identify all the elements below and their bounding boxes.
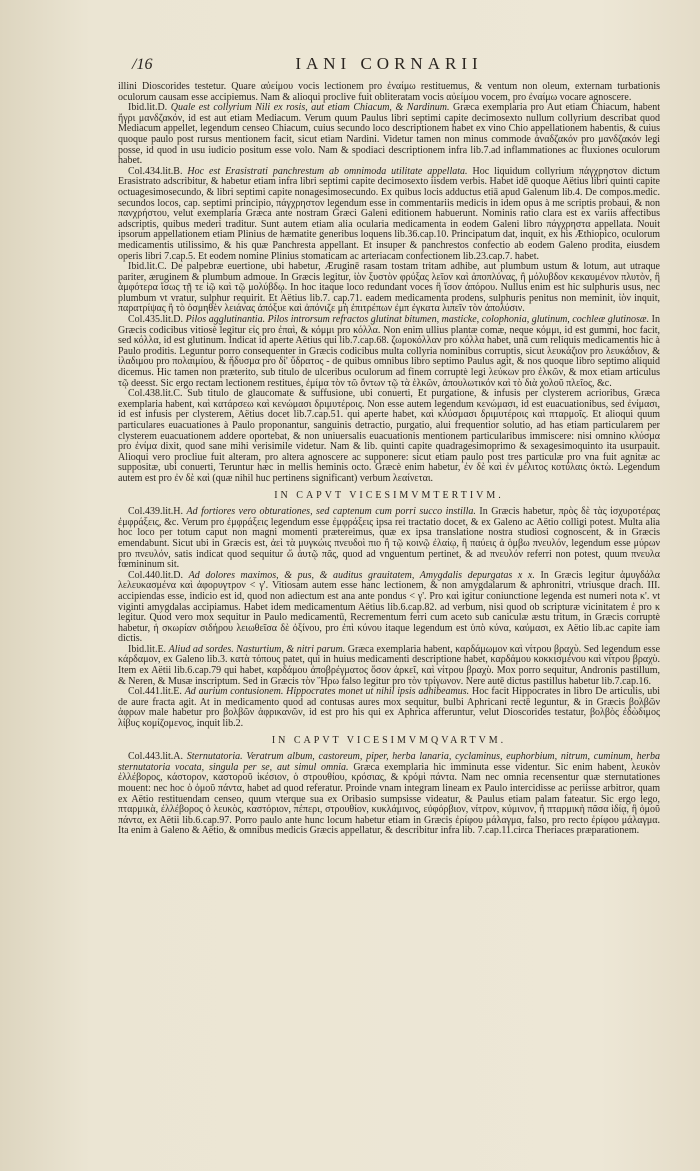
- lemma-quote: Pilos agglutinantia. Pilos introrsum refractos glutinat bitumen, masticke, colophonia, glutinum, cochleæ glutinosæ.: [185, 314, 650, 326]
- commentary-text: In Græcis habetur, πρὸς δὲ τὰς ἰσχυροτέρας ἐμφράξεις, &c. Verum pro ἐμφράξεις legendum esse ἐμφράξεις ipsa rei tractatio docet, & ex Galeno ac Aëtio colligi potest. Multa alia hoc loco per totum caput non magni momenti prætereimus, quæ ex ipsa translatione nostra studiosi cognoscent, & in Græcis emendabunt. Sicut ubi in Græcis est, ἀεὶ τὰ μυγκώις πνευδοὶ πιο ἢ τῷ κοινῷ ἐλαίῳ, ἢ παύεις ἀ ὁμβω πνευλόν, legendum esse μύρων pro πνευλόν, satis indicat quod sequitur ὤ ἀυτῷ πᾶς, quod ad vnguentum pertinet, & ad πνευλόν referri non potest, quum πνευλα fœmininum sit.: [118, 506, 661, 571]
- lemma-quote: Sternutatoria. Veratrum album, castoreum, piper, herba lanaria, cyclaminus, euphorbium, nitrum, cuminum, herba sternutatoria vocata, singula per se, aut simul omnia.: [118, 751, 661, 773]
- commentary-text: Græca exemplaria habent, καρδάμωμον καὶ νίτρου βραχὺ. Sed legendum esse κάρδαμον, ex Galeno lib.3. κατὰ τόπους patet, qui in huius medicamenti descriptione habet, καρδάμου κοκκισμένου καὶ νίτρου βραχὺ. Item ex Aëtii lib.6.cap.79 qui habet, καρδάμου ἀποβρέγματος ὅσον ἀρκεῖ, καὶ νίτρου βραχὺ. Mox porro sequitur, Andronis pastillum, & Neren, & Musæ inscriptum. Sed in Græcis τὸν Ἥρω falso legitur pro τὸν τρίγωνον. Nere autē dictus pastillus habetur lib.7.cap.16.: [118, 643, 661, 687]
- paragraph: [118, 262, 660, 315]
- column-reference: Ibid.lit.C.: [128, 261, 167, 273]
- column-reference: Col.434.lit.B.: [128, 165, 183, 177]
- commentary-text: In Græcis codicibus vitiosè legitur εἰς pro ἐπαὶ, & κόμμι pro κόλλα. Non enim ullius plantæ comæ, neque κόμμι, id est gummi, hoc facit, sed κόλλα, id est glutinum. Indicat id aperte Aëtius qui lib.7.cap.68. ζωμοκόλλαν pro κόλλα habet, unā cum reliquis medicamentis hic à Paulo proditis. Leguntur porro consequenter in Græcis codicibus multa collyria nominibus corruptis, sicut λευκάζιον pro λευκάδιον, & ἱλαδιμου pro πολαιμίου, & ἥδυσμα pro δἰ' ὕδρατος - de quibus omnibus libro septimo Paulus agit, & nos quoque libro septimo aliquid dicemus. Hic tamen non præterito, sub titulo de ulceribus oculorum ad finem corruptè legi λεύκων pro ἐλκῶν, & mox etiam articulus τῷ deesst. Sic ergo rectam lectionem restitues, ἐμίμα τὸν τῶ ὄντων τῷ τὰ ἑλκῶν, ἀπουλωτικόν καὶ τὸ διὰ χολοῦ πλεῖος, &c.: [118, 314, 660, 389]
- paragraph: [118, 389, 660, 484]
- column-reference: Col.439.lit.H.: [128, 506, 184, 518]
- column-reference: Ibid.lit.E.: [128, 643, 167, 655]
- page-header: [118, 52, 660, 78]
- paragraph: [118, 82, 660, 103]
- lemma-quote: Quale est collyrium Nili ex rosis, aut etiam Chiacum, & Nardinum.: [170, 102, 450, 114]
- commentary-text: Græca exemplaria pro Aut etiam Chiacum, habent ἤγρι μανδζακόν, id est aut etiam Mediacum. Verum quum Paulus libri septimi capite decimosexto nullum collyrium describat quod Mediacum appellet, legendum censeo Chiacum, cuius secundo loco descriptionem habet ex vino Chio appellationem habentis, & cuius quoque paulo post rursus mentionem facit, sicut etiam Nardini. Videtur tamen non minus commode ἀναδζακόν pro μανδζακόν legi posse, id quod in usu iudicio positum esse volo. Nam & spodiaci descriptionem infra lib.7.ad inflammationes ac fluxiones oculorum habet.: [118, 102, 661, 167]
- lemma-quote: Ad fortiores vero obturationes, sed captenum cum porri succo instilla.: [186, 506, 476, 518]
- paragraph: [118, 752, 660, 837]
- column-reference: Col.438.lit.C.: [128, 388, 183, 400]
- paragraph: [118, 687, 660, 729]
- commentary-text: Sub titulo de glaucomate & suffusione, ubi conuerti, Et purgatione, & infusis per clysterem acrioribus, Græca exemplaria habent, καὶ κατάρσεω καὶ κενώμασι δριμυτέροις. Non esse autem legendum κενώμασι, id est euacuationibus, sed ἐνίμασι, id est infusis per clysterem, Aëtius docet lib.7.cap.51. qui aperte habet, καὶ κλύσμασι δριμυτέροις καὶ πταρμοῖς. Et alioqui quum particulares euacuationes à Paulo proponantur, sanguinis detractio, purgatio, alui frequentior solutio, ad has etiam particularem per clysterem euacuationem addere oportebat, & non uniuersalis euacuationis mentionem particularibus immiscere: nisi omnino κλύσμα pro ἐνίμα dixit, quod sane mihi verisimile videtur. Nam & lib. quinti capite quadragesimoprimo & sexagesimoquinto ita usurpauit. Alioqui vero procliue fuit alteram, pro altera agnoscere ac supponere: sicut etiam paulo post tres particulæ pro vna fuit agnitæ ac suppositæ, ubi conuerti, Teruntur hæc in mellis heminis octo. Græcè enim habetur, ἐν δὲ καὶ ἐν μέλιτος κοτύλαις ὀκτὼ. Legendum autem est pro ἐν δὲ καὶ (quæ nihil huc pertinens significant) verbum λεαίνεται.: [118, 388, 660, 484]
- column-reference: Col.443.lit.A.: [128, 751, 184, 763]
- paragraph: [118, 645, 660, 687]
- paragraph: [118, 315, 660, 389]
- column-reference: Col.440.lit.D.: [128, 569, 184, 581]
- commentary-text: Hoc liquidum collyrium πάγχρηστον dictum Erasistrato adscribitur, & habetur etiam infra libri septimi capite decimosexto iisdem verbis. Habet idē quoque Aëtius libri quinti capite octuagesimosecundo, & libri septimi capite nonagesimosecundo. Ex quibus locis adductus etiā apud Galenum lib.4. De compos.medic. secundos locos, cap. septimi principio, πάγχρηστον legendum esse in commentariis medicis in idem opus à me scriptis probaui, & non πανχρήστου, velut exemplaria Græca ante nostram Græci Galeni editionem habuerunt. Nominis ratio clara est ex variis affectibus adscriptis, quibus mederi traditur. Sunt autem etiam alia ocularia medicamenta in eodem Galeni libro πάγχρηστα appellata. Nouit ipsorum appellationem etiam Plinius de hæmatite generibus loquens lib.36.cap.10. Principatum dat, inquit, ex his Æthiopico, oculorum medicamentis utilissimo, & his quæ Panchresta appellant. Et insuper & panchrestos confectio ab eodem Galeno prodita, eiusdem operis libri 7.cap.5. Et eodem nomine Plinius stomaticam ac arteriacam confectionem lib.23.cap.7. habet.: [118, 165, 660, 262]
- commentary-text: Hoc facit Hippocrates in libro De articulis, ubi de aure fracta agit. At in medicamento quod ad contusas aures mox sequitur, bulbi Aphricani rectē leguntur, & in Græcis βολβῶν ἀφρων male habetur pro βολβῶν ἀφρικανῶν, id est pro his qui ex Aphrica afferuntur, velut Dioscorides testatur, βολβὸς ἐδὼδιμος λίβυς κομίζομενος, inquit lib.2.: [118, 686, 661, 730]
- column-reference: Col.435.lit.D.: [128, 314, 184, 326]
- chapter-heading: IN CAPVT VICESIMVMQVARTVM.: [271, 734, 507, 746]
- commentary-text: In Græcis legitur ἀμυγδάλα λελευκασμένα καὶ ἀφορυγτρον < γ'. Vitiosam autem esse hanc lectionem, & non amygdalarum & aphronitri, vtriusque drach. III. accipiendas esse, indicio est id, quod non adiectum est ana ante pondus < γ'. Pro καὶ igitur coniunctione legenda est numeri nota κ'. vt viginti amygdalas accipiamus. Habet idem medicamentum Aëtius lib.6.cap.82. ad verbum, nisi quod ob scripturæ vicinitatem ἐ pro κ legitur. Quod vero mox sequitur in Paulo medicamentū, Recrementum ferri cum aceto sub caniculæ æstu tritum, in Græcis corruptè habetur, ἡ σκωρίαν σιδήρου λειωθεῖσα δὲ ὀξίνου, pro ἐπὶ κύνου itaque legendum est ὑπὸ κύνα, καύμασι, ex Aëtio lib.ac capite iam dictis.: [118, 569, 661, 645]
- column-reference: Col.441.lit.E.: [128, 686, 182, 698]
- lemma-quote: Aliud ad sordes. Nasturtium, & nitri parum.: [168, 643, 346, 655]
- commentary-text: Græca exemplaria hic imminuta esse videntur. Sic enim habent, λευκὸν ἐλλέβορος, κάστορον, καστοροῦ ἰκέσιον, ὁ στρουθίου, κρόσιας, & κρόμὶ πάντα. Nam nec omnia recensentur quæ sternutationes mouent: nec hoc ὁ ὁμοῦ πάντα, habet ad quod referatur. Proinde vnam integram lineam ex Paulo intercidisse ac periisse arbitror, quam ex Aëtio restituendam censeo, quum vterque sua ex Oribasio sumpsisse videatur, & Paulus etiam palam fateatur. Sic ergo lego, πταρμικὰ, ἐλλέβορος ὁ λευκὸς, καστόριον, πέπερι, στρουθίον, κυκλάμινος, εὐφόρβιον, νίτρον, κύμινον, ἢ πταρμικὴ πᾶσα ἰδίᾳ, ἢ ὁμοῦ πάντα, ex Aëtii lib.6.cap.97. Porro paulo ante hunc locum habetur etiam in Græcis ἐρίφου μάλαγμα, falso, pro recto ἐρίφου μάλαγμα. Ita enim à Galeno & Aëtio, & omnibus medicis Græcis appellatur, & describitur infra lib. 7.cap.11.circa Theriaces præparationem.: [118, 761, 660, 837]
- lemma-quote: Ad aurium contusionem. Hippocrates monet ut nihil ipsis adhibeamus.: [184, 686, 470, 698]
- column-reference: Ibid.lit.D.: [128, 102, 168, 114]
- lemma-quote: Hoc est Erasistrati panchrestum ab omnimoda utilitate appellata.: [187, 165, 468, 177]
- commentary-text: illini Dioscorides testetur. Quare αὐείμου vocis lectionem pro ἐναίμω restituemus, & ventum non oleum, externam turbationis oculorum causam esse accipiemus. Nam & alioqui proclive fuit obliteratam vocis αὐείμου vocem, pro ἐναίμω vocare agnoscere.: [118, 81, 660, 103]
- body-text: [118, 82, 660, 837]
- lemma-quote: Ad dolores maximos, & pus, & auditus grauitatem, Amygdalis depurgatas x x.: [188, 569, 535, 581]
- paragraph: [118, 507, 660, 571]
- paragraph: [118, 167, 660, 262]
- folio-number: /16: [132, 56, 153, 73]
- paragraph: [118, 103, 660, 167]
- paragraph: [118, 571, 660, 645]
- chapter-heading: IN CAPVT VICESIMVMTERTIVM.: [274, 489, 504, 501]
- running-title: IANI CORNARII: [295, 54, 483, 73]
- commentary-text: De palpebræ euertione, ubi habetur, Æruginē rasam tostam tritam adhibe, aut plumbum ustum & lotum, aut utraque pariter, æruginem & plumbum admoue. In Græcis legitur, ἰὸν ξυστὸν φρύξας λεῖον καὶ ἀποπλύνας, ἢ μόλυβδον κεκαυμένον πλυτὸν, ἢ ἀμφότερα ἴσως τῇ τε ἰῷ καὶ τῷ μολύβδῳ. In hoc itaque loco redundant voces ἢ ἴσον ἀπόρου. Nullus enim est hic sulphuris usus, nec plumbum vt vratur, sulphur requirit. Et Aëtius lib.7. cap.71. eadem medicamenta prodens, sulphuris penitus non meminit, ἰὸν inquit, παρατρίψας ἢ τὸ ὀσμηθὲν λειάνας ἀπόξυε καὶ ἀπόνιζε μὴ ἐπιτρέπων ἐμπ ἐγκατα λιπεῖν τὸν ἀπολύσιν.: [118, 261, 660, 315]
